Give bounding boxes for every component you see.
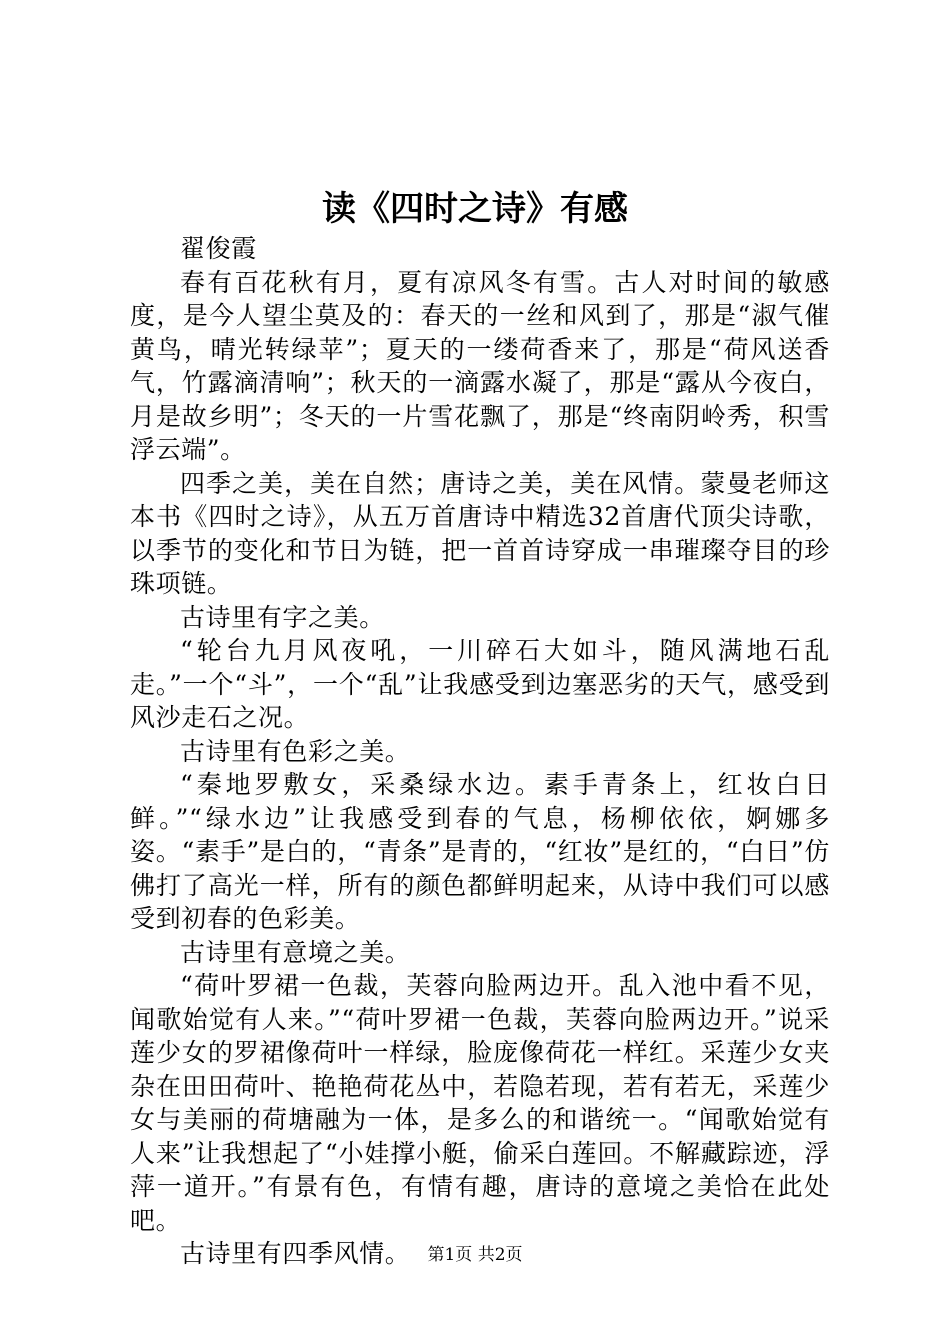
document-body <box>130 232 830 1271</box>
section-heading: 古诗里有字之美。 <box>180 602 385 632</box>
author-name: 翟俊霞 <box>180 234 257 263</box>
page-number: 第1页 共2页 <box>427 1245 523 1265</box>
paragraph: “轮台九月风夜吼，一川碎石大如斗，随风满地石乱走。”一个“斗”，一个“乱”让我感受到边塞恶劣的天气，感受到风沙走石之况。 <box>130 636 830 732</box>
paragraph: “秦地罗敷女，采桑绿水边。素手青条上，红妆白日鲜。”“绿水边”让我感受到春的气息，杨柳依依，婀娜多姿。“素手”是白的，“青条”是青的，“红妆”是红的，“白日”仿佛打了高光一样，所有的颜色都鲜明起来，从诗中我们可以感受到初春的色彩美。 <box>130 770 830 933</box>
section-heading: 古诗里有色彩之美。 <box>180 736 411 766</box>
page-title: 读《四时之诗》有感 <box>322 189 628 229</box>
section-heading: 古诗里有意境之美。 <box>180 937 411 967</box>
paragraph: 春有百花秋有月，夏有凉风冬有雪。古人对时间的敏感度，是今人望尘莫及的：春天的一丝和风到了，那是“淑气催黄鸟，晴光转绿苹”；夏天的一缕荷香来了，那是“荷风送香气，竹露滴清响”；秋天的一滴露水凝了，那是“露从今夜白，月是故乡明”；冬天的一片雪花飘了，那是“终南阴岭秀，积雪浮云端”。 <box>130 267 830 464</box>
section-heading: 古诗里有四季风情。 <box>180 1239 411 1268</box>
paragraph: “荷叶罗裙一色裁，芙蓉向脸两边开。乱入池中看不见，闻歌始觉有人来。”“荷叶罗裙一色裁，芙蓉向脸两边开。”说采莲少女的罗裙像荷叶一样绿，脸庞像荷花一样红。采莲少女夹杂在田田荷叶、艳艳荷花丛中，若隐若现，若有若无，采莲少女与美丽的荷塘融为一体，是多么的和谐统一。“闻歌始觉有人来”让我想起了“小娃撑小艇，偷采白莲回。不解藏踪迹，浮萍一道开。”有景有色，有情有趣，唐诗的意境之美恰在此处吧。 <box>130 971 830 1235</box>
paragraph: 四季之美，美在自然；唐诗之美，美在风情。蒙曼老师这本书《四时之诗》，从五万首唐诗中精选32首唐代顶尖诗歌，以季节的变化和节日为链，把一首首诗穿成一串璀璨夺目的珍珠项链。 <box>130 468 830 598</box>
